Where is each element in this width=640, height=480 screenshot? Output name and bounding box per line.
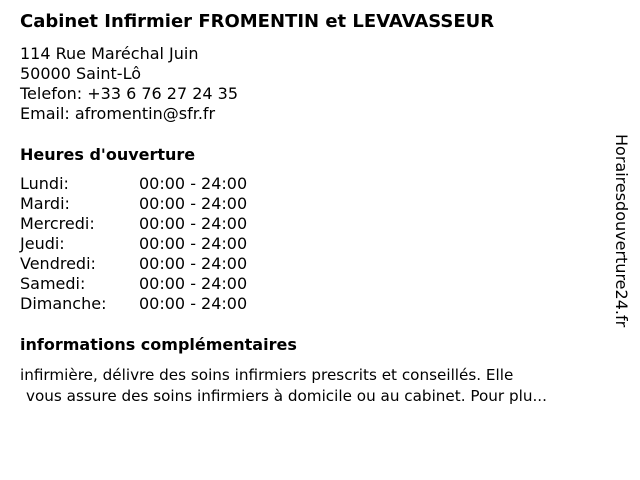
day-label: Mercredi: — [20, 214, 95, 233]
business-name: Cabinet Infirmier FROMENTIN et LEVAVASSEUR — [20, 11, 495, 32]
description-line: infirmière, délivre des soins infirmiers prescrits et conseillés. Elle — [20, 366, 514, 384]
time-range: 00:00 - 24:00 — [139, 254, 248, 273]
day-label: Samedi: — [20, 274, 86, 293]
hours-row-sunday — [20, 294, 280, 314]
opening-hours-heading: Heures d'ouverture — [20, 145, 196, 164]
street-address: 114 Rue Maréchal Juin — [20, 44, 199, 63]
time-range: 00:00 - 24:00 — [139, 174, 248, 193]
time-range: 00:00 - 24:00 — [139, 294, 248, 313]
time-range: 00:00 - 24:00 — [139, 194, 248, 213]
day-label: Dimanche: — [20, 294, 107, 313]
additional-info-heading: informations complémentaires — [20, 335, 297, 354]
day-label: Mardi: — [20, 194, 70, 213]
hours-row-tuesday — [20, 194, 280, 214]
day-label: Jeudi: — [20, 234, 65, 253]
day-label: Lundi: — [20, 174, 69, 193]
day-label: Vendredi: — [20, 254, 96, 273]
hours-row-saturday — [20, 274, 280, 294]
time-range: 00:00 - 24:00 — [139, 274, 248, 293]
time-range: 00:00 - 24:00 — [139, 234, 248, 253]
contact-block — [20, 44, 238, 124]
hours-row-monday — [20, 174, 280, 194]
opening-hours-table — [20, 174, 280, 314]
email-address: Email: afromentin@sfr.fr — [20, 104, 216, 123]
time-range: 00:00 - 24:00 — [139, 214, 248, 233]
description-text — [20, 365, 630, 407]
hours-row-wednesday — [20, 214, 280, 234]
phone-number: Telefon: +33 6 76 27 24 35 — [20, 84, 239, 103]
hours-row-thursday — [20, 234, 280, 254]
hours-row-friday — [20, 254, 280, 274]
site-watermark: Horairesdouverture24.fr — [612, 134, 631, 328]
city: 50000 Saint-Lô — [20, 64, 141, 83]
description-line: vous assure des soins infirmiers à domicile ou au cabinet. Pour plu... — [26, 387, 547, 405]
